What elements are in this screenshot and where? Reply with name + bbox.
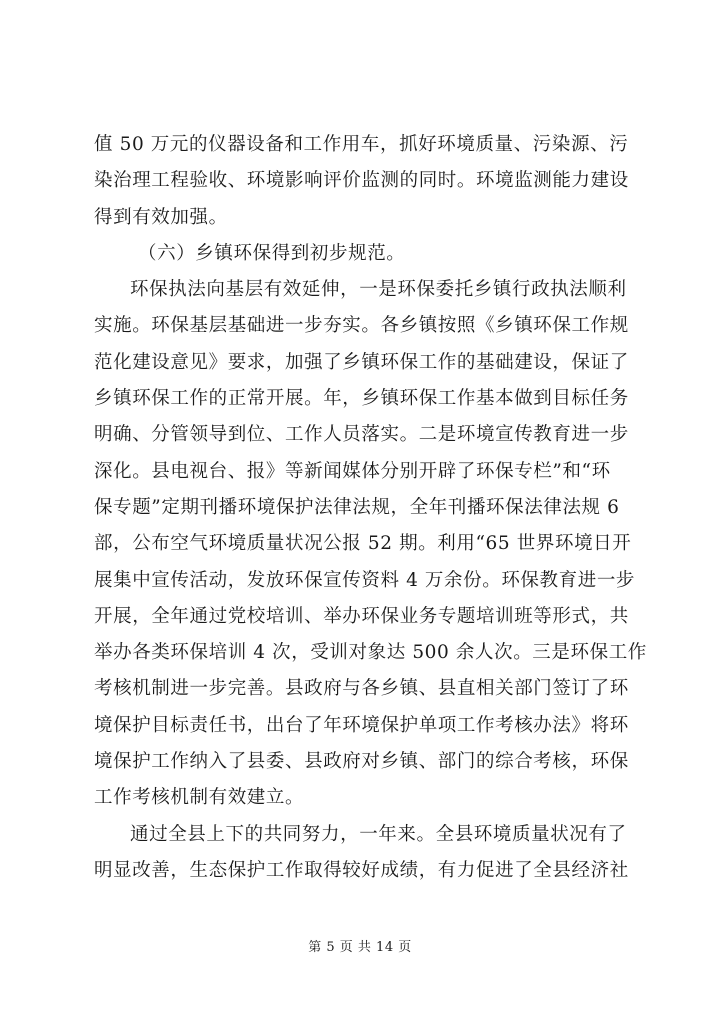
text-line: 乡镇环保工作的正常开展。年，乡镇环保工作基本做到目标任务: [94, 388, 629, 410]
text-line: 染治理工程验收、环境影响评价监测的同时。环境监测能力建设: [94, 170, 629, 192]
text-line: 环保执法向基层有效延伸，一是环保委托乡镇行政执法顺利: [130, 279, 627, 301]
text-line: 保专题”定期刊播环境保护法律法规，全年刊播环保法律法规 6: [94, 496, 620, 518]
text-line: 展集中宣传活动，发放环保宣传资料 4 万余份。环保教育进一步: [94, 569, 636, 591]
text-line: 深化。县电视台、报》等新闻媒体分别开辟了环保专栏”和“环: [94, 460, 611, 482]
text-line: 部，公布空气环境质量状况公报 52 期。利用“65 世界环境日开: [94, 533, 632, 555]
text-line: 明确、分管领导到位、工作人员落实。二是环境宣传教育进一步: [94, 424, 629, 446]
section-heading: （六）乡镇环保得到初步规范。: [138, 242, 406, 264]
text-line: 通过全县上下的共同努力，一年来。全县环境质量状况有了: [130, 823, 627, 845]
text-line: 明显改善，生态保护工作取得较好成绩，有力促进了全县经济社: [94, 859, 629, 881]
text-line: 范化建设意见》要求，加强了乡镇环保工作的基础建设，保证了: [94, 351, 629, 373]
body-text: [94, 127, 647, 889]
text-line: 实施。环保基层基础进一步夯实。各乡镇按照《乡镇环保工作规: [94, 315, 629, 337]
text-line: 举办各类环保培训 4 次，受训对象达 500 余人次。三是环保工作: [94, 642, 647, 664]
text-line: 得到有效加强。: [94, 206, 228, 228]
text-line: 境保护工作纳入了县委、县政府对乡镇、部门的综合考核，环保: [94, 751, 629, 773]
page-number: 第 5 页 共 14 页: [308, 940, 412, 955]
text-line: 值 50 万元的仪器设备和工作用车，抓好环境质量、污染源、污: [94, 134, 629, 155]
text-line: 考核机制进一步完善。县政府与各乡镇、县直相关部门签订了环: [94, 678, 629, 700]
text-line: 工作考核机制有效建立。: [94, 787, 305, 809]
text-line: 开展，全年通过党校培训、举办环保业务专题培训班等形式，共: [94, 605, 629, 627]
text-line: 境保护目标责任书，出台了年环境保护单项工作考核办法》将环: [94, 714, 629, 736]
